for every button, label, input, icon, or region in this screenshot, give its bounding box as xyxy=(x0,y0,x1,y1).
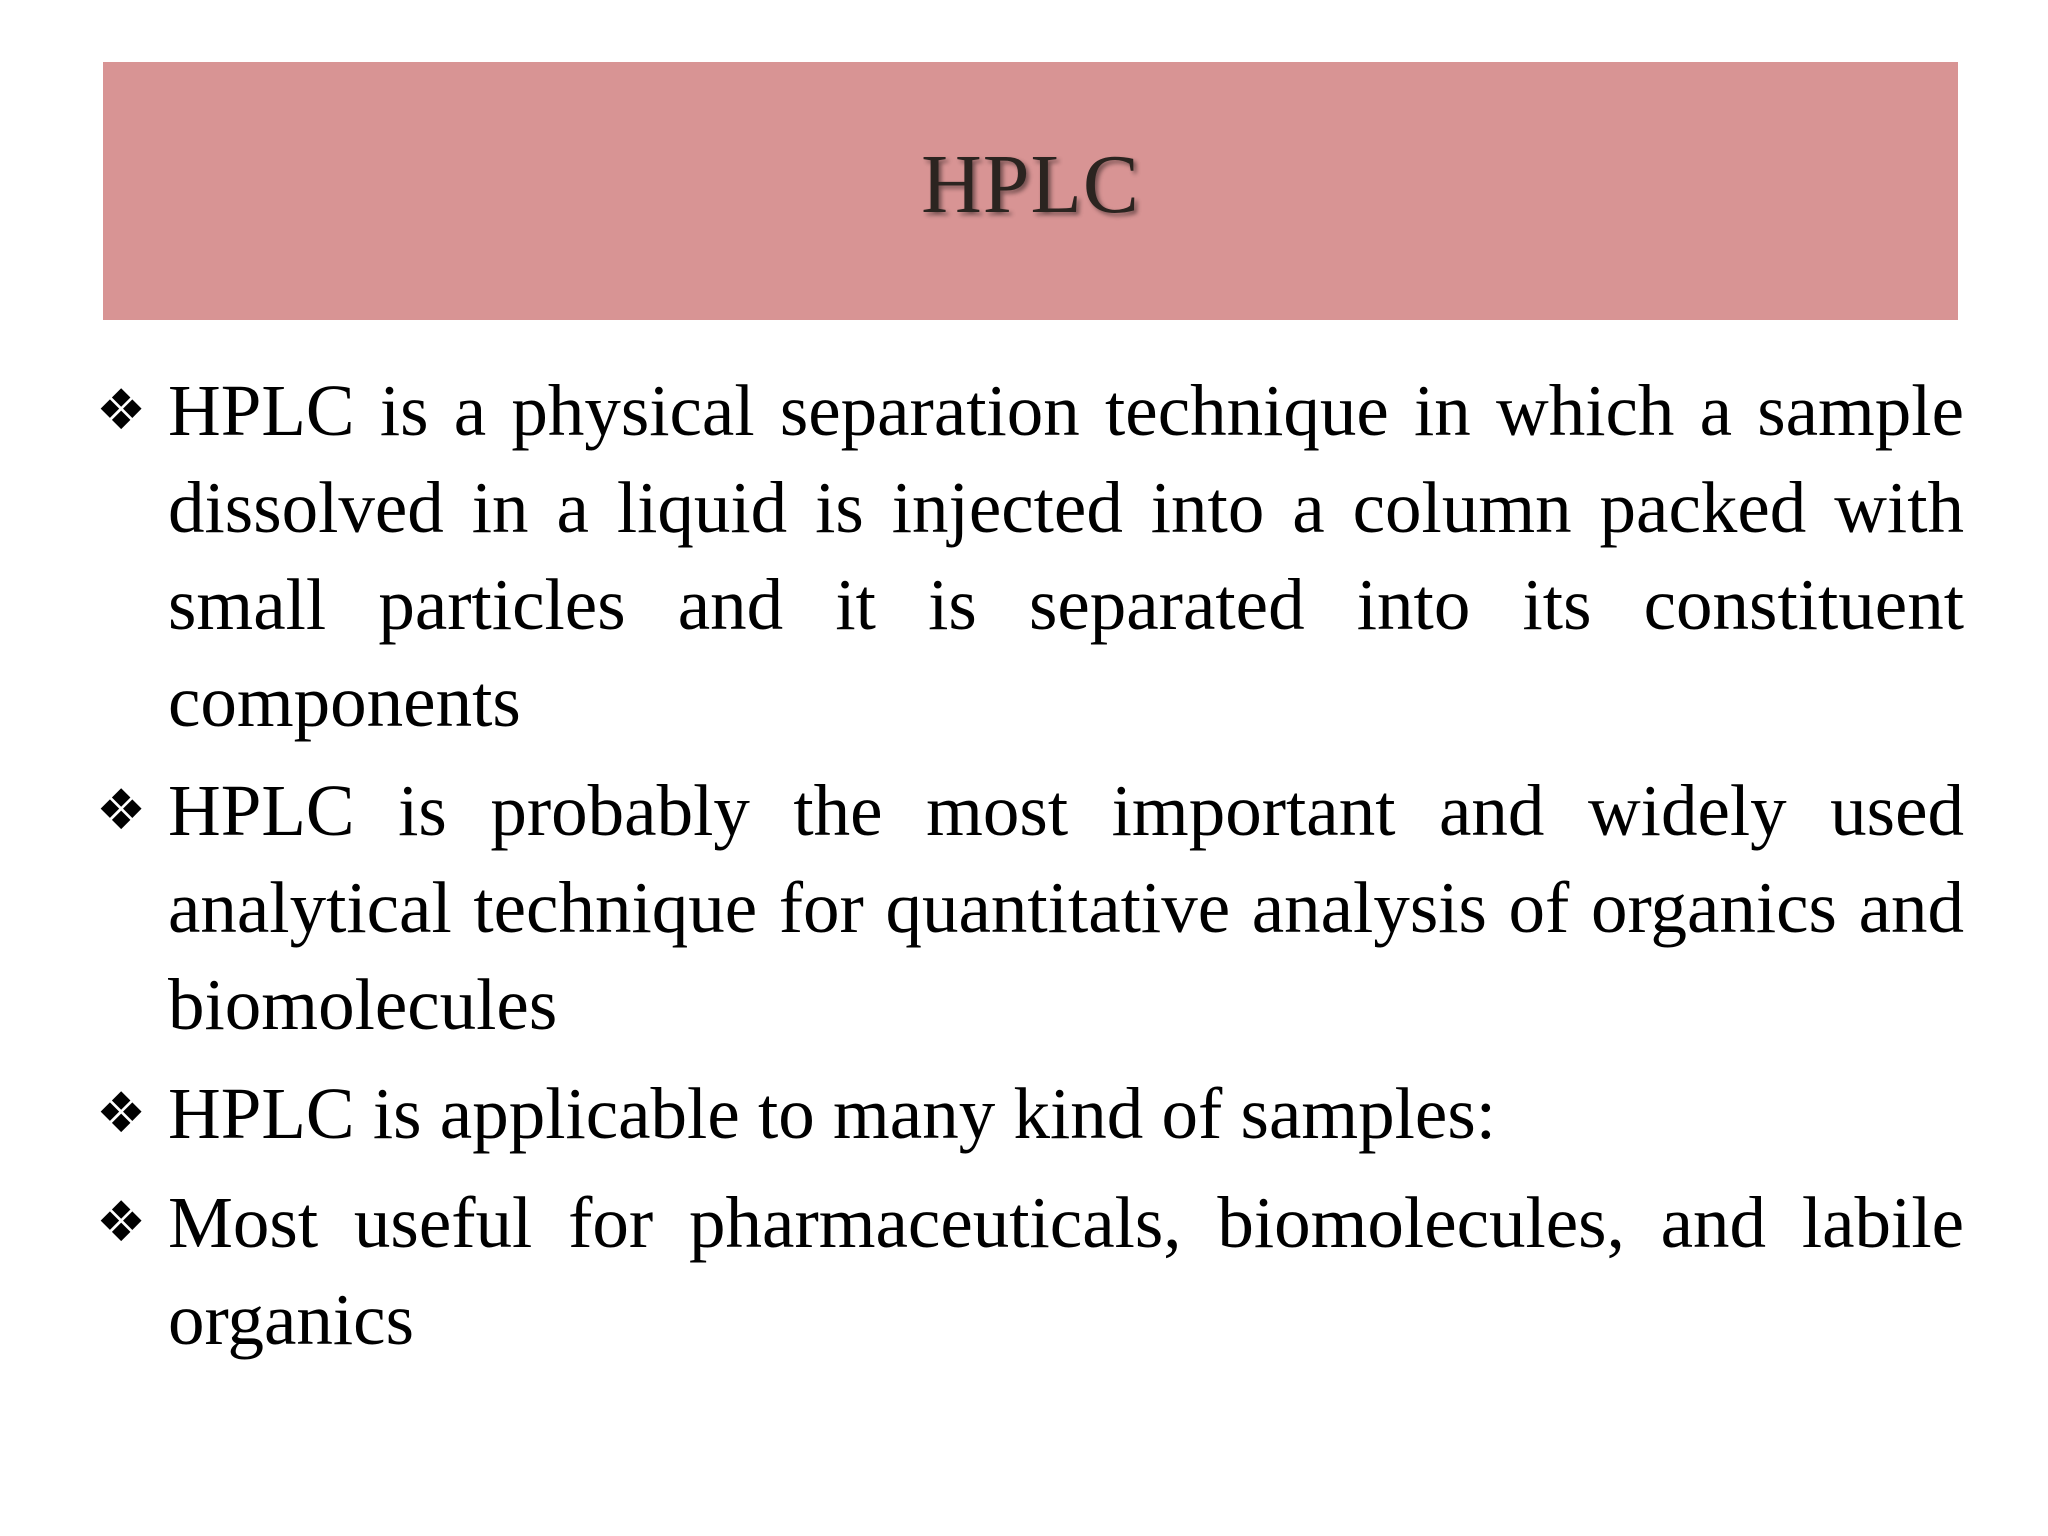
bullet-text: HPLC is a physical separation technique in which a sample dissolved in a liquid is injected into a column packed with small particles and it is separated into its constituent components xyxy=(168,370,1964,742)
bullet-text: HPLC is applicable to many kind of samples: xyxy=(168,1073,1497,1154)
diamond-bullet-icon: ❖ xyxy=(96,378,147,443)
bullet-item xyxy=(96,762,1964,1053)
bullet-item xyxy=(96,1174,1964,1368)
diamond-bullet-icon: ❖ xyxy=(96,1190,147,1255)
diamond-bullet-icon: ❖ xyxy=(96,778,147,843)
bullet-item xyxy=(96,1065,1964,1162)
bullet-text: Most useful for pharmaceuticals, biomolecules, and labile organics xyxy=(168,1182,1964,1360)
title-band xyxy=(103,62,1958,320)
bullet-list xyxy=(96,362,1964,1380)
slide-title: HPLC xyxy=(921,138,1140,231)
bullet-text: HPLC is probably the most important and widely used analytical technique for quantitative analysis of organics and biomolecules xyxy=(168,770,1964,1045)
diamond-bullet-icon: ❖ xyxy=(96,1081,147,1146)
bullet-item xyxy=(96,362,1964,750)
